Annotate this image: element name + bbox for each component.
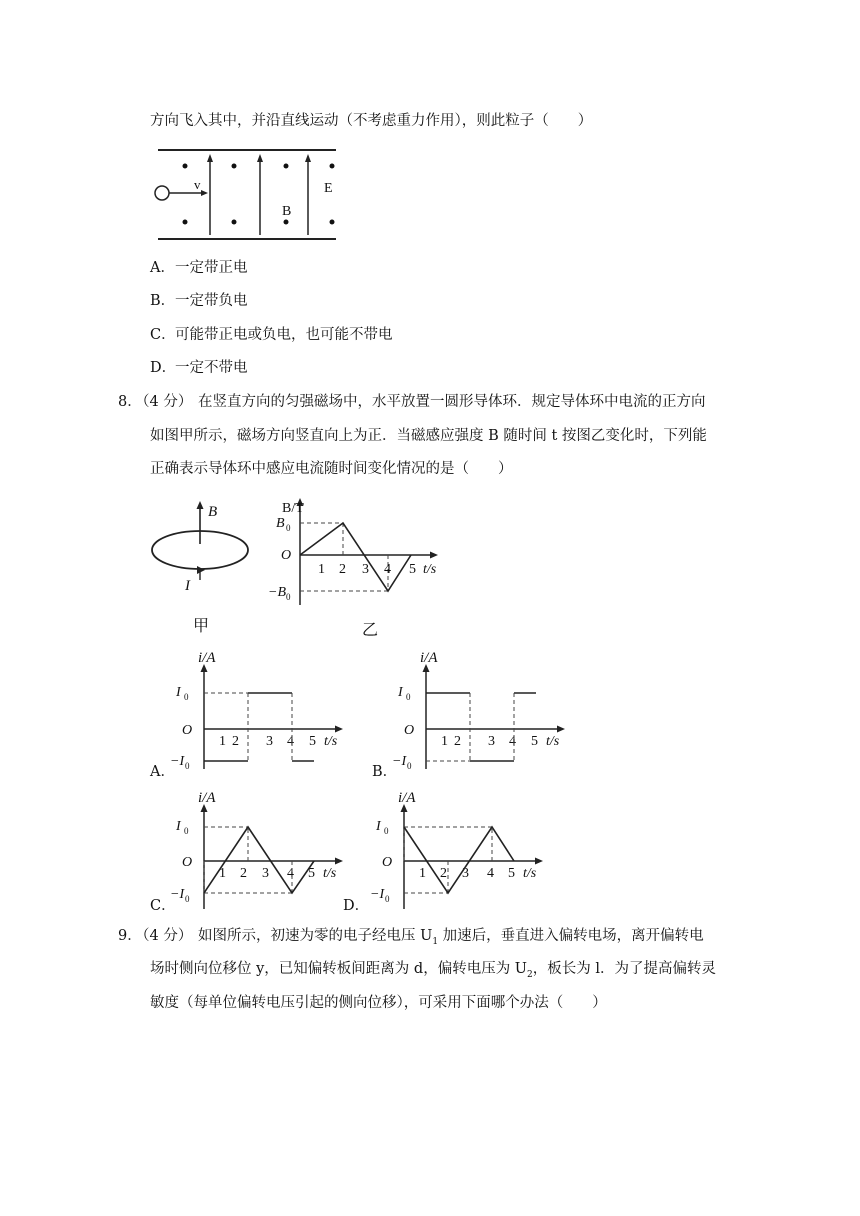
svg-text:O: O [404,723,415,738]
jia-I-label: I [185,578,190,594]
svg-text:3: 3 [266,734,273,749]
yi-ylabel: B/T [282,501,304,516]
a-ylabel: i/A [198,650,216,666]
svg-text:t/s: t/s [324,734,338,749]
svg-text:3: 3 [488,734,495,749]
option-b-letter: B． [372,764,398,780]
b-graph-lines [426,693,536,761]
v-label: v [194,177,201,192]
yi-caption: 乙 [362,622,379,639]
option-a-graph [170,645,350,770]
svg-text:0: 0 [184,692,189,702]
svg-text:3: 3 [462,866,469,881]
yi-tick-1: 1 [318,562,325,577]
svg-text:2: 2 [240,866,247,881]
svg-text:−I: −I [170,887,185,902]
svg-text:1: 1 [219,734,226,749]
svg-text:1: 1 [441,734,448,749]
svg-text:5: 5 [508,866,515,881]
svg-text:O: O [182,855,193,870]
option-d-graph [370,785,550,910]
yi-xlabel: t/s [423,562,437,577]
yi-tick-5: 5 [409,562,416,577]
svg-text:−I: −I [370,887,385,902]
B-label: B [282,204,292,219]
svg-text:0: 0 [185,894,190,904]
q7-stem-tail: 方向飞入其中，并沿直线运动（不考虑重力作用），则此粒子（ ） [150,113,593,129]
yi-origin: O [281,548,292,563]
yi-tick-2: 2 [339,562,346,577]
figure-jia [150,500,260,635]
svg-text:2: 2 [454,734,461,749]
svg-text:1: 1 [419,866,426,881]
svg-text:4: 4 [287,866,294,881]
figure-yi [268,497,448,637]
svg-text:3: 3 [262,866,269,881]
E-label: E [324,181,333,196]
svg-text:I: I [398,685,403,700]
option-b-graph [392,645,572,770]
svg-text:t/s: t/s [523,866,537,881]
svg-text:I: I [176,685,181,700]
yi-negb0: −B [268,585,286,600]
svg-text:I: I [176,819,181,834]
option-a-letter: A． [150,764,175,780]
svg-text:0: 0 [407,761,412,771]
svg-text:t/s: t/s [546,734,560,749]
svg-text:t/s: t/s [323,866,337,881]
c-graph-lines [204,827,314,893]
svg-text:0: 0 [185,761,190,771]
svg-text:2: 2 [440,866,447,881]
yi-b0-sub: 0 [286,523,291,533]
svg-text:−I: −I [170,754,185,769]
svg-text:0: 0 [406,692,411,702]
svg-text:O: O [382,855,393,870]
svg-text:0: 0 [286,592,291,602]
svg-text:0: 0 [184,826,189,836]
yi-b0: B [276,516,285,531]
svg-text:2: 2 [232,734,239,749]
svg-text:5: 5 [309,734,316,749]
a-graph-lines [204,693,314,761]
svg-text:5: 5 [531,734,538,749]
current-curve [404,827,514,893]
current-curve [204,827,314,893]
option-d-letter: D． [343,898,370,914]
q7-figure [150,145,350,245]
svg-text:0: 0 [384,826,389,836]
svg-text:4: 4 [509,734,516,749]
svg-text:1: 1 [219,866,226,881]
svg-text:4: 4 [487,866,494,881]
d-ylabel: i/A [398,790,416,806]
b-ylabel: i/A [420,650,438,666]
yi-tick-4: 4 [384,562,391,577]
c-ylabel: i/A [198,790,216,806]
svg-text:I: I [376,819,381,834]
svg-text:4: 4 [287,734,294,749]
d-graph-lines [404,827,514,893]
svg-text:−I: −I [392,754,407,769]
option-c-graph [170,785,350,910]
jia-caption: 甲 [193,618,210,635]
yi-tick-3: 3 [362,562,369,577]
svg-text:5: 5 [308,866,315,881]
jia-B-label: B [208,504,218,520]
svg-text:0: 0 [385,894,390,904]
svg-text:O: O [182,723,193,738]
option-c-letter: C． [150,898,176,914]
yi-b-curve [300,523,411,591]
